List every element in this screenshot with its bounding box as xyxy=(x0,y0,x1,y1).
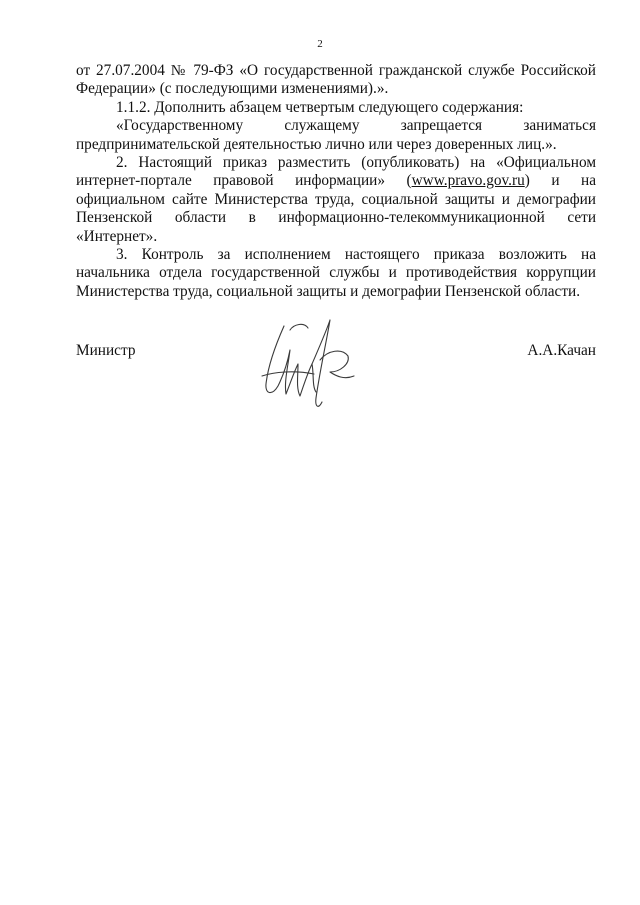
publication-text-start: 2. Настоящий приказ разместить (опубликовать) на «Официальном интернет-портале правовой информации» ( xyxy=(76,154,596,190)
signature-block xyxy=(76,342,596,422)
publication-text-end: ) и на официальном сайте Министерства труда, социальной защиты и демографии Пензенской области в информационно-телекоммуникационной сети «Интернет». xyxy=(76,172,596,245)
paragraph-1-1-2: 1.1.2. Дополнить абзацем четвертым следующего содержания: xyxy=(116,98,524,116)
page-number: 2 xyxy=(317,38,323,50)
signatory-title: Министр xyxy=(76,342,136,359)
document-body xyxy=(76,62,596,301)
paragraph-law-reference: от 27.07.2004 № 79-ФЗ «О государственной гражданской службе Российской Федерации» (с последующими изменениями).». xyxy=(76,62,596,98)
paragraph-publication xyxy=(76,154,596,246)
pravo-gov-link[interactable]: www.pravo.gov.ru xyxy=(411,172,525,190)
signatory-name: А.А.Качан xyxy=(527,342,596,359)
handwritten-signature xyxy=(254,314,364,414)
paragraph-control: 3. Контроль за исполнением настоящего приказа возложить на начальника отдела государственной службы и противодействия коррупции Министерства труда, социальной защиты и демографии Пензенской области. xyxy=(76,246,596,300)
paragraph-quote-prohibition: «Государственному служащему запрещается заниматься предпринимательской деятельностью лично или через доверенных лиц.». xyxy=(76,117,596,153)
